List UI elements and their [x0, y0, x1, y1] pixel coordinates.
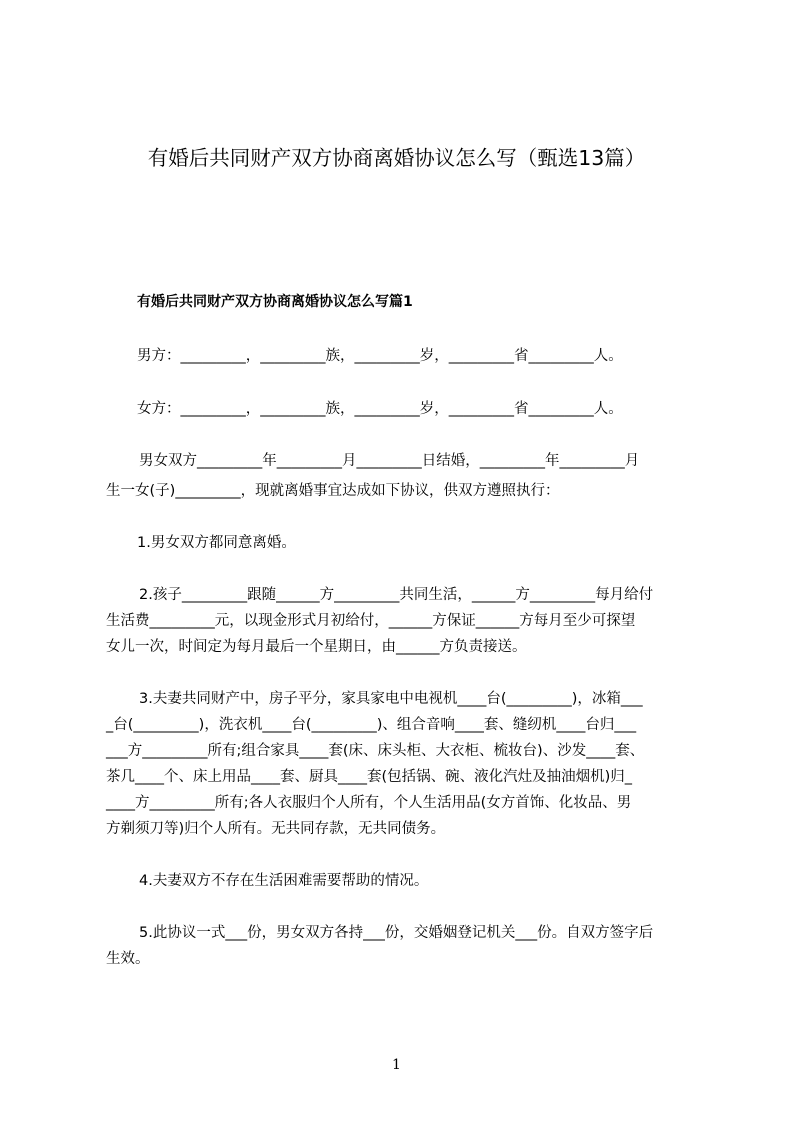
- paragraph-item2-line-3: 女儿一次，时间定为每月最后一个星期日，由______方负责接送。: [106, 639, 527, 655]
- paragraph-item3-line-2: _台(_________)，洗衣机____台(_________)、组合音响____套、缝纫机____台归___: [106, 717, 637, 733]
- paragraph-woman-line: 女方：_________，_________族，_________岁，_________省_________人。: [137, 401, 623, 417]
- document-title: 有婚后共同财产双方协商离婚协议怎么写（甄选13篇）: [147, 146, 646, 170]
- paragraph-man-line: 男方：_________，_________族，_________岁，_________省_________人。: [137, 348, 623, 364]
- section-heading: 有婚后共同财产双方协商离婚协议怎么写篇1: [137, 294, 413, 310]
- paragraph-marriage-line-1: 男女双方_________年_________月_________日结婚，_________年_________月: [139, 453, 640, 469]
- paragraph-item3-line-6: 方剃须刀等)归个人所有。无共同存款，无共同债务。: [106, 821, 446, 837]
- paragraph-item4-line: 4.夫妻双方不存在生活困难需要帮助的情况。: [139, 873, 429, 889]
- paragraph-item2-line-1: 2.孩子_________跟随______方_________共同生活，______方_________每月给付: [139, 587, 654, 603]
- paragraph-item3-line-1: 3.夫妻共同财产中，房子平分，家具家电中电视机____台(_________)，冰箱___: [139, 691, 643, 707]
- paragraph-item2-line-2: 生活费_________元，以现金形式月初给付，______方保证______方每月至少可探望: [106, 613, 636, 629]
- paragraph-marriage-line-2: 生一女(子)_________，现就离婚事宜达成如下协议，供双方遵照执行：: [106, 483, 560, 499]
- paragraph-item5-line-2: 生效。: [106, 951, 150, 967]
- paragraph-item3-line-3: ___方_________所有;组合家具____套(床、床头柜、大衣柜、梳妆台)、沙发____套、: [106, 743, 645, 759]
- page-number: 1: [392, 1057, 401, 1073]
- paragraph-item3-line-5: ____方_________所有;各人衣服归个人所有，个人生活用品(女方首饰、化妆品、男: [106, 795, 632, 811]
- paragraph-item5-line-1: 5.此协议一式___份，男女双方各持___份，交婚姻登记机关___份。自双方签字后: [139, 925, 654, 941]
- paragraph-item3-line-4: 茶几____个、床上用品____套、厨具____套(包括锅、碗、液化汽灶及抽油烟机)归_: [106, 769, 633, 785]
- paragraph-item1-line: 1.男女双方都同意离婚。: [137, 535, 296, 551]
